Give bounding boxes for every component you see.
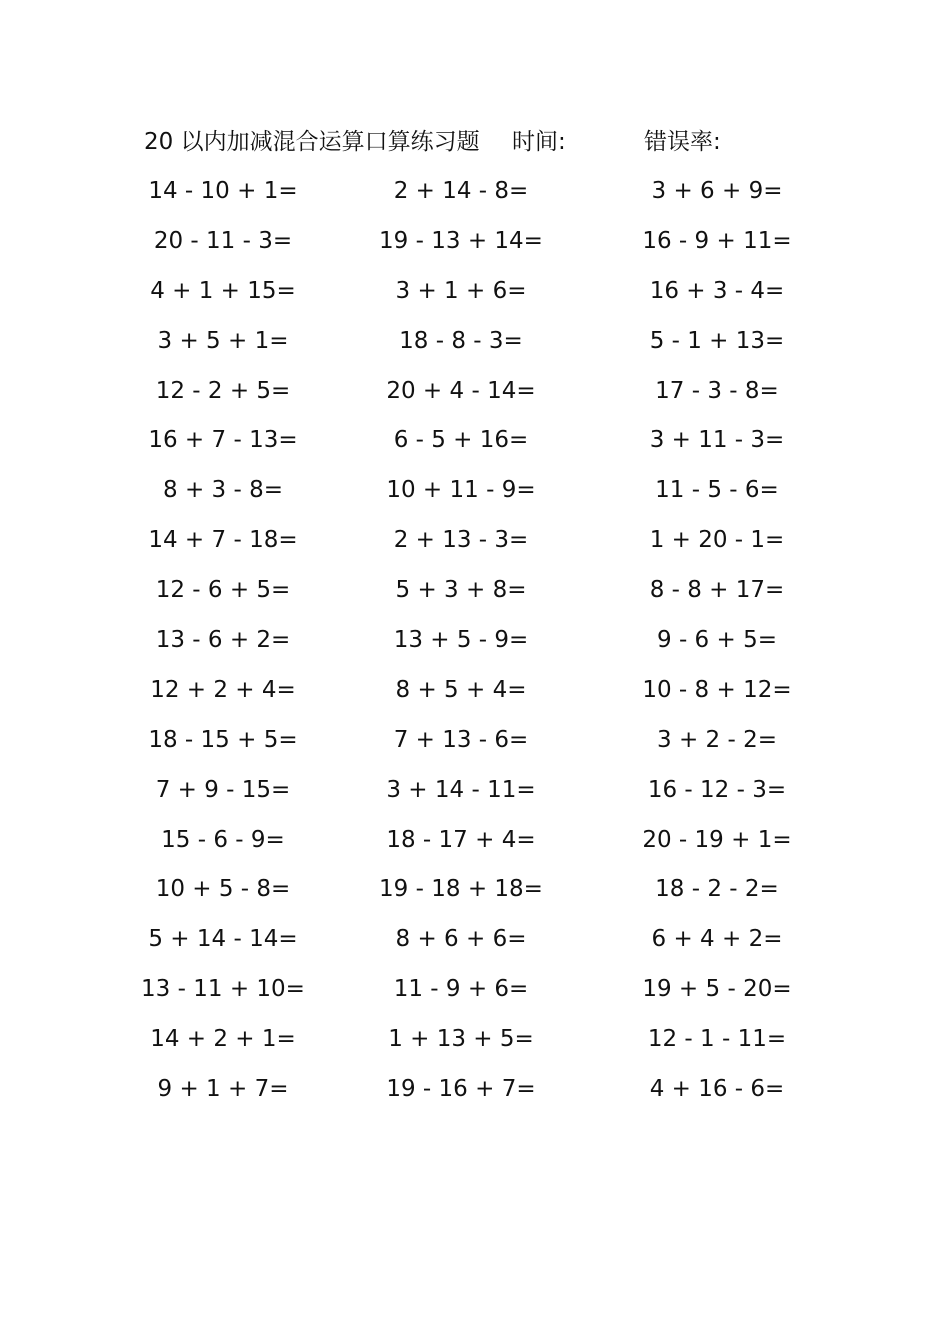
problem-row	[0, 915, 950, 965]
math-problem: 20 - 11 - 3=	[153, 227, 293, 254]
math-problem: 5 + 14 - 14=	[148, 926, 298, 953]
math-problem: 9 + 1 + 7=	[157, 1076, 289, 1103]
math-problem: 4 + 1 + 15=	[150, 277, 296, 304]
math-problem: 17 - 3 - 8=	[655, 377, 779, 404]
math-problem: 18 - 17 + 4=	[386, 826, 536, 853]
math-problem: 3 + 6 + 9=	[651, 178, 783, 204]
math-problem: 7 + 13 - 6=	[393, 726, 529, 753]
math-problem: 8 + 6 + 6=	[395, 926, 527, 953]
problem-row	[0, 1015, 950, 1065]
math-problem: 10 + 11 - 9=	[386, 477, 536, 504]
math-problem: 10 + 5 - 8=	[155, 876, 291, 903]
math-problem: 13 - 11 + 10=	[141, 976, 305, 1003]
math-problem: 4 + 16 - 6=	[649, 1076, 785, 1103]
problem-row	[0, 616, 950, 666]
math-problem: 1 + 20 - 1=	[649, 527, 785, 554]
math-problem: 3 + 14 - 11=	[386, 776, 536, 803]
problem-row	[0, 666, 950, 716]
error-rate-label: 错误率:	[644, 129, 721, 155]
math-problem: 6 - 5 + 16=	[393, 427, 529, 454]
problem-row	[0, 466, 950, 516]
math-problem: 2 + 14 - 8=	[393, 178, 529, 204]
math-problem: 3 + 1 + 6=	[395, 277, 527, 304]
math-problem: 3 + 5 + 1=	[157, 327, 289, 354]
math-problem: 13 + 5 - 9=	[393, 627, 529, 654]
math-problem: 8 + 3 - 8=	[163, 477, 283, 504]
math-problem: 12 - 1 - 11=	[647, 1026, 787, 1053]
worksheet-title: 20 以内加减混合运算口算练习题	[144, 129, 480, 155]
math-problem: 12 - 2 + 5=	[155, 377, 291, 404]
problem-row	[0, 416, 950, 466]
math-problem: 6 + 4 + 2=	[651, 926, 783, 953]
worksheet-header	[144, 124, 721, 160]
math-problem: 19 + 5 - 20=	[642, 976, 792, 1003]
problem-row	[0, 267, 950, 317]
problem-row	[0, 716, 950, 766]
math-problem: 19 - 18 + 18=	[379, 876, 543, 903]
problem-row	[0, 317, 950, 367]
math-problem: 18 - 15 + 5=	[148, 726, 298, 753]
math-problem: 8 + 5 + 4=	[395, 676, 527, 703]
math-problem: 3 + 11 - 3=	[649, 427, 785, 454]
problem-row	[0, 1065, 950, 1115]
math-problem: 14 + 2 + 1=	[150, 1026, 296, 1053]
math-problem: 3 + 2 - 2=	[657, 726, 777, 753]
math-problem: 12 + 2 + 4=	[150, 676, 296, 703]
problem-row	[0, 865, 950, 915]
problem-row	[0, 516, 950, 566]
problem-row	[0, 816, 950, 866]
math-problem: 14 + 7 - 18=	[148, 527, 298, 554]
problem-grid	[0, 167, 950, 1115]
math-problem: 20 + 4 - 14=	[386, 377, 536, 404]
math-problem: 15 - 6 - 9=	[161, 826, 285, 853]
problem-row	[0, 367, 950, 417]
math-problem: 13 - 6 + 2=	[155, 627, 291, 654]
math-problem: 10 - 8 + 12=	[642, 676, 792, 703]
math-problem: 16 - 12 - 3=	[647, 776, 787, 803]
problem-row	[0, 167, 950, 217]
math-problem: 19 - 16 + 7=	[386, 1076, 536, 1103]
math-problem: 16 + 3 - 4=	[649, 277, 785, 304]
math-problem: 1 + 13 + 5=	[388, 1026, 534, 1053]
problem-row	[0, 965, 950, 1015]
math-problem: 18 - 2 - 2=	[655, 876, 779, 903]
problem-row	[0, 217, 950, 267]
math-problem: 5 + 3 + 8=	[395, 577, 527, 604]
math-problem: 2 + 13 - 3=	[393, 527, 529, 554]
math-problem: 11 - 9 + 6=	[393, 976, 529, 1003]
math-problem: 11 - 5 - 6=	[655, 477, 779, 504]
math-problem: 7 + 9 - 15=	[155, 776, 291, 803]
time-label: 时间:	[512, 129, 566, 155]
math-problem: 14 - 10 + 1=	[148, 178, 298, 204]
math-problem: 18 - 8 - 3=	[399, 327, 523, 354]
math-problem: 19 - 13 + 14=	[379, 227, 543, 254]
math-problem: 16 - 9 + 11=	[642, 227, 792, 254]
math-problem: 9 - 6 + 5=	[657, 627, 777, 654]
math-problem: 12 - 6 + 5=	[155, 577, 291, 604]
problem-row	[0, 766, 950, 816]
math-problem: 8 - 8 + 17=	[649, 577, 785, 604]
math-problem: 5 - 1 + 13=	[649, 327, 785, 354]
problem-row	[0, 566, 950, 616]
math-problem: 16 + 7 - 13=	[148, 427, 298, 454]
math-problem: 20 - 19 + 1=	[642, 826, 792, 853]
